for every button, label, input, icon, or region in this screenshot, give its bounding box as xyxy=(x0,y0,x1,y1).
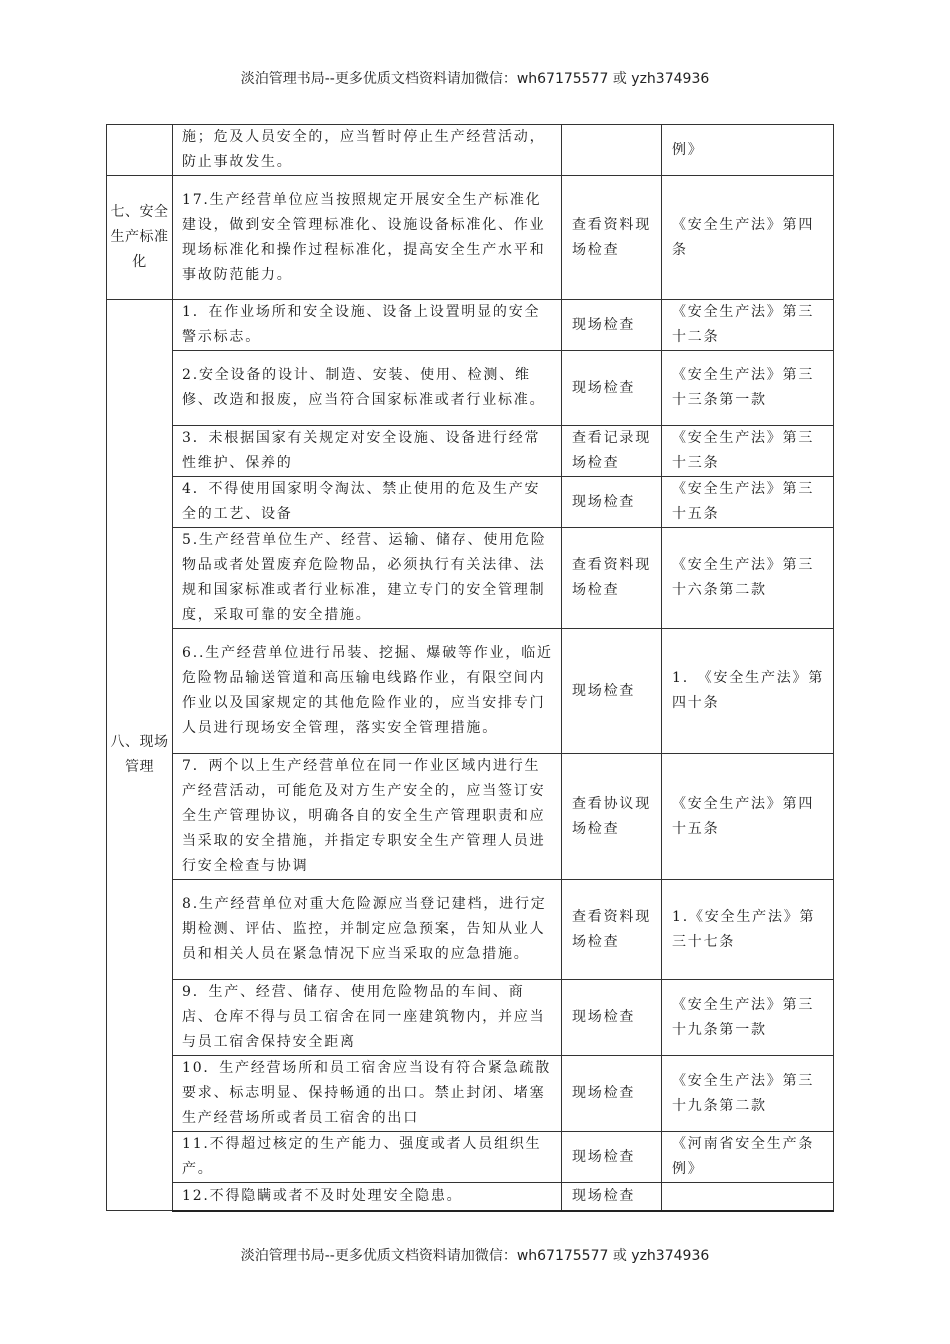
table-row xyxy=(107,528,834,629)
basis-cell: 《安全生产法》第三十九条第二款 xyxy=(662,1056,834,1132)
requirement-cell: 10．生产经营场所和员工宿舍应当设有符合紧急疏散要求、标志明显、保持畅通的出口。禁止封闭、堵塞生产经营场所或者员工宿舍的出口 xyxy=(173,1056,562,1132)
basis-cell: 例》 xyxy=(662,125,834,176)
table-row xyxy=(107,1132,834,1183)
table-row xyxy=(107,980,834,1056)
method-cell: 现场检查 xyxy=(562,351,662,426)
method-cell xyxy=(562,125,662,176)
category-cell: 七、安全生产标准化 xyxy=(107,176,173,300)
requirement-cell: 4．不得使用国家明令淘汰、禁止使用的危及生产安全的工艺、设备 xyxy=(173,477,562,528)
requirement-cell: 6..生产经营单位进行吊装、挖掘、爆破等作业，临近危险物品输送管道和高压输电线路作业，有限空间内作业以及国家规定的其他危险作业的，应当安排专门人员进行现场安全管理，落实安全管理措施。 xyxy=(173,629,562,754)
category-cell: 八、现场管理 xyxy=(107,300,173,1211)
method-cell: 查看协议现场检查 xyxy=(562,754,662,880)
basis-cell: 《安全生产法》第三十五条 xyxy=(662,477,834,528)
table-row xyxy=(107,754,834,880)
method-cell: 现场检查 xyxy=(562,1183,662,1211)
basis-cell: 《河南省安全生产条例》 xyxy=(662,1132,834,1183)
method-cell: 查看记录现场检查 xyxy=(562,426,662,477)
method-cell: 现场检查 xyxy=(562,1132,662,1183)
table-row xyxy=(107,477,834,528)
basis-cell: 《安全生产法》第三十九条第一款 xyxy=(662,980,834,1056)
page-header: 淡泊管理书局--更多优质文档资料请加微信：wh67175577 或 yzh374936 xyxy=(240,71,710,87)
table-row xyxy=(107,1056,834,1132)
table-row xyxy=(107,351,834,426)
table-row xyxy=(107,176,834,300)
table-row xyxy=(107,880,834,980)
basis-cell: 《安全生产法》第三十三条第一款 xyxy=(662,351,834,426)
basis-cell: 《安全生产法》第三十六条第二款 xyxy=(662,528,834,629)
requirement-cell: 3．未根据国家有关规定对安全设施、设备进行经常性维护、保养的 xyxy=(173,426,562,477)
requirement-cell: 11.不得超过核定的生产能力、强度或者人员组织生产。 xyxy=(173,1132,562,1183)
table-row xyxy=(107,426,834,477)
requirement-cell: 5.生产经营单位生产、经营、运输、储存、使用危险物品或者处置废弃危险物品，必须执行有关法律、法规和国家标准或者行业标准，建立专门的安全管理制度，采取可靠的安全措施。 xyxy=(173,528,562,629)
method-cell: 查看资料现场检查 xyxy=(562,528,662,629)
basis-cell: 《安全生产法》第四十五条 xyxy=(662,754,834,880)
basis-cell: 《安全生产法》第三十二条 xyxy=(662,300,834,351)
table-row xyxy=(107,1183,834,1211)
basis-cell xyxy=(662,1183,834,1211)
method-cell: 现场检查 xyxy=(562,477,662,528)
requirement-cell: 8.生产经营单位对重大危险源应当登记建档，进行定期检测、评估、监控，并制定应急预案，告知从业人员和相关人员在紧急情况下应当采取的应急措施。 xyxy=(173,880,562,980)
basis-cell: 《安全生产法》第三十三条 xyxy=(662,426,834,477)
method-cell: 查看资料现场检查 xyxy=(562,880,662,980)
basis-cell: 1.《安全生产法》第三十七条 xyxy=(662,880,834,980)
requirement-cell: 7．两个以上生产经营单位在同一作业区域内进行生产经营活动，可能危及对方生产安全的，应当签订安全生产管理协议，明确各自的安全生产管理职责和应当采取的安全措施，并指定专职安全生产管理人员进行安全检查与协调 xyxy=(173,754,562,880)
basis-cell: 《安全生产法》第四条 xyxy=(662,176,834,300)
requirement-cell: 1．在作业场所和安全设施、设备上设置明显的安全警示标志。 xyxy=(173,300,562,351)
method-cell: 现场检查 xyxy=(562,300,662,351)
table-row xyxy=(107,300,834,351)
page-footer: 淡泊管理书局--更多优质文档资料请加微信：wh67175577 或 yzh374936 xyxy=(240,1248,710,1264)
requirement-cell: 施；危及人员安全的，应当暂时停止生产经营活动，防止事故发生。 xyxy=(173,125,562,176)
method-cell: 现场检查 xyxy=(562,629,662,754)
basis-cell: 1. 《安全生产法》第四十条 xyxy=(662,629,834,754)
method-cell: 查看资料现场检查 xyxy=(562,176,662,300)
requirement-cell: 9．生产、经营、储存、使用危险物品的车间、商店、仓库不得与员工宿舍在同一座建筑物内，并应当与员工宿舍保持安全距离 xyxy=(173,980,562,1056)
regulation-table xyxy=(106,124,834,1212)
requirement-cell: 17.生产经营单位应当按照规定开展安全生产标准化建设，做到安全管理标准化、设施设备标准化、作业现场标准化和操作过程标准化，提高安全生产水平和事故防范能力。 xyxy=(173,176,562,300)
method-cell: 现场检查 xyxy=(562,1056,662,1132)
table-row xyxy=(107,125,834,176)
requirement-cell: 2.安全设备的设计、制造、安装、使用、检测、维修、改造和报废，应当符合国家标准或者行业标准。 xyxy=(173,351,562,426)
category-cell xyxy=(107,125,173,176)
table-row xyxy=(107,629,834,754)
requirement-cell: 12.不得隐瞒或者不及时处理安全隐患。 xyxy=(173,1183,562,1211)
method-cell: 现场检查 xyxy=(562,980,662,1056)
